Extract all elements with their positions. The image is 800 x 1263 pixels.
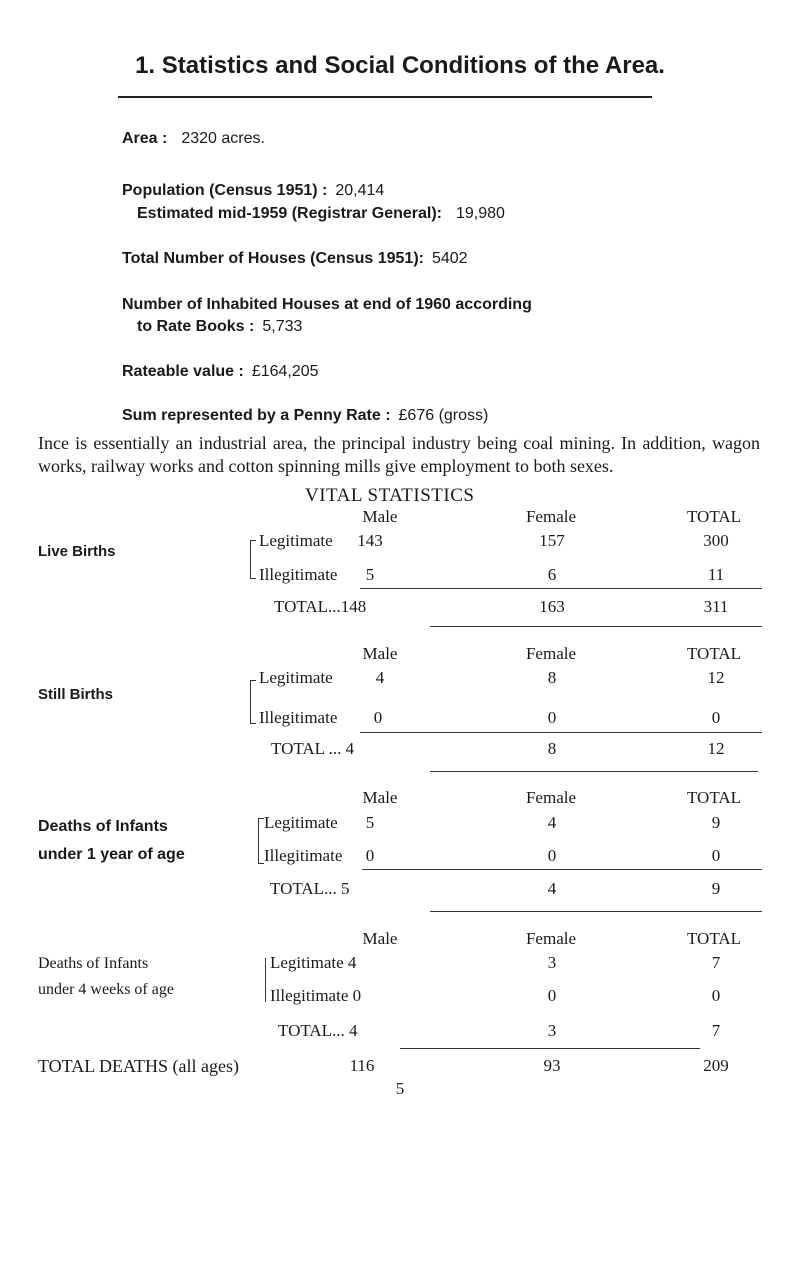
infant-illegit-total: 0 [711, 846, 721, 865]
neonatal-legit-label: Legitimate 4 [270, 953, 357, 972]
live-births-brace [250, 540, 256, 579]
infant-legit-label: Legitimate [264, 813, 338, 832]
still-end-rule [430, 771, 758, 772]
live-illegit-total: 11 [707, 565, 725, 584]
still-total-label: TOTAL ... 4 [271, 739, 355, 758]
page-number: 5 [395, 1079, 405, 1098]
infant-total-label: TOTAL... 5 [270, 879, 350, 898]
neonatal-group-line-1: Deaths of Infants [38, 955, 149, 972]
infant-total-total: 9 [711, 879, 721, 898]
population-line [122, 180, 384, 200]
intro-paragraph: Ince is essentially an industrial area, the principal industry being coal mining. In addition, wagon works, railway works and cotton spinning mills give employment to both sexes. [38, 433, 760, 476]
still-legit-male: 4 [375, 668, 385, 687]
infant-end-rule [430, 911, 762, 912]
still-illegit-label: Illegitimate [259, 708, 338, 727]
rateable-value: £164,205 [251, 363, 319, 380]
neonatal-total-female: 3 [547, 1021, 557, 1040]
estimated-line [137, 203, 505, 223]
houses-value: 5402 [431, 250, 468, 267]
infant-illegit-female: 0 [547, 846, 557, 865]
population-value: 20,414 [335, 182, 385, 199]
houses-line [122, 248, 468, 268]
inhabited-line-1 [122, 294, 532, 314]
infant-illegit-label: Illegitimate [264, 846, 343, 865]
neonatal-illegit-female: 0 [547, 986, 557, 1005]
still-legit-label: Legitimate [259, 668, 333, 687]
live-illegit-label: Illegitimate [259, 565, 338, 584]
infant-legit-female: 4 [547, 813, 557, 832]
inhabited-label-2: to Rate Books : [137, 318, 255, 335]
infant-header-male: Male [362, 788, 398, 807]
live-legit-male: 143 [357, 531, 383, 550]
still-header-female: Female [525, 644, 577, 663]
live-illegit-male: 5 [365, 565, 375, 584]
live-header-total: TOTAL [686, 507, 742, 526]
still-illegit-female: 0 [547, 708, 557, 727]
page-title: 1. Statistics and Social Conditions of the Area. [135, 52, 665, 79]
infant-total-rule [362, 869, 762, 870]
live-legit-total: 300 [703, 531, 729, 550]
inhabited-label-1: Number of Inhabited Houses at end of 1960 according [122, 296, 532, 313]
area-value: 2320 acres. [181, 130, 265, 147]
still-total-female: 8 [547, 739, 557, 758]
inhabited-value: 5,733 [262, 318, 303, 335]
inhabited-line-2 [137, 316, 302, 336]
total-deaths-total: 209 [703, 1056, 729, 1075]
estimated-value: 19,980 [456, 205, 505, 222]
total-deaths-label: TOTAL DEATHS (all ages) [38, 1056, 240, 1076]
live-legit-female: 157 [539, 531, 565, 550]
houses-label: Total Number of Houses (Census 1951): [122, 250, 424, 267]
neonatal-total-total: 7 [711, 1021, 721, 1040]
infant-header-female: Female [525, 788, 577, 807]
still-births-brace [250, 680, 256, 724]
neonatal-total-label: TOTAL... 4 [278, 1021, 358, 1040]
infant-illegit-male: 0 [365, 846, 375, 865]
still-header-male: Male [362, 644, 398, 663]
live-illegit-female: 6 [547, 565, 557, 584]
vital-statistics-heading: VITAL STATISTICS [305, 485, 475, 506]
infant-total-female: 4 [547, 879, 557, 898]
live-total-total: 311 [703, 597, 729, 616]
live-header-female: Female [525, 507, 577, 526]
live-total-label: TOTAL...148 [274, 597, 367, 616]
infant-header-total: TOTAL [686, 788, 742, 807]
penny-line [122, 405, 488, 425]
penny-label: Sum represented by a Penny Rate : [122, 407, 391, 424]
neonatal-group-line-2: under 4 weeks of age [38, 981, 174, 998]
neonatal-header-total: TOTAL [686, 929, 742, 948]
neonatal-header-male: Male [362, 929, 398, 948]
infant-legit-male: 5 [365, 813, 375, 832]
still-illegit-total: 0 [711, 708, 721, 727]
title-rule [118, 96, 652, 98]
area-label: Area : [122, 130, 168, 147]
infant-group-line-2: under 1 year of age [38, 846, 185, 863]
neonatal-legit-total: 7 [711, 953, 721, 972]
still-total-rule [360, 732, 762, 733]
infant-group-line-1: Deaths of Infants [38, 818, 168, 835]
live-legit-label: Legitimate [259, 531, 333, 550]
area-line [122, 128, 265, 148]
rateable-label: Rateable value : [122, 363, 244, 380]
estimated-label: Estimated mid-1959 (Registrar General): [137, 205, 442, 222]
neonatal-end-rule [400, 1048, 700, 1049]
rateable-line [122, 361, 319, 381]
still-total-total: 12 [707, 739, 725, 758]
neonatal-illegit-total: 0 [711, 986, 721, 1005]
neonatal-legit-female: 3 [547, 953, 557, 972]
neonatal-illegit-label: Illegitimate 0 [270, 986, 362, 1005]
total-deaths-female: 93 [543, 1056, 561, 1075]
total-deaths-male: 116 [349, 1056, 375, 1075]
live-end-rule [430, 626, 762, 627]
still-births-group: Still Births [38, 686, 114, 703]
infant-legit-total: 9 [711, 813, 721, 832]
still-legit-total: 12 [707, 668, 725, 687]
penny-value: £676 (gross) [398, 407, 489, 424]
neonatal-header-female: Female [525, 929, 577, 948]
still-illegit-male: 0 [373, 708, 383, 727]
live-total-rule [360, 588, 762, 589]
still-legit-female: 8 [547, 668, 557, 687]
live-total-female: 163 [539, 597, 565, 616]
population-label: Population (Census 1951) : [122, 182, 328, 199]
live-header-male: Male [362, 507, 398, 526]
still-header-total: TOTAL [686, 644, 742, 663]
live-births-group: Live Births [38, 543, 116, 560]
